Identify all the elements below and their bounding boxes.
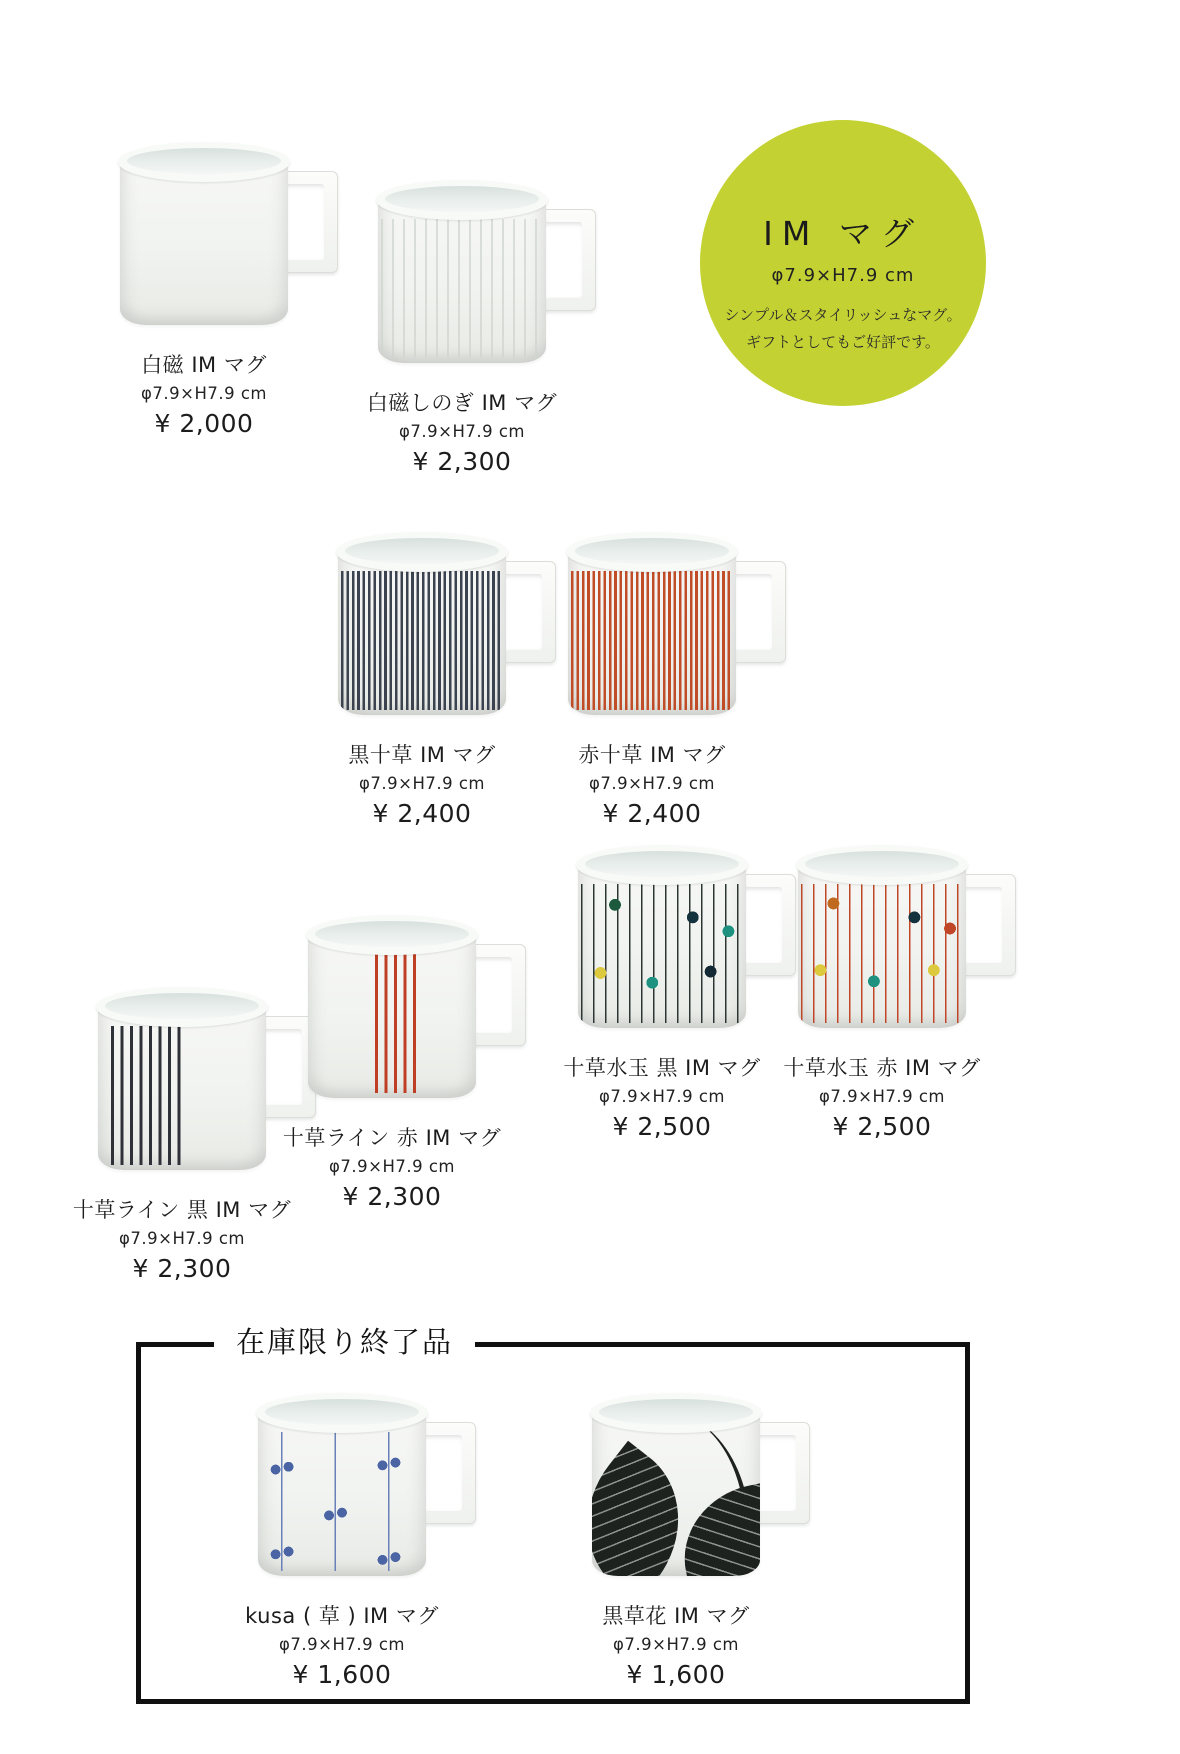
product-price: ¥ 2,400 [372,799,472,828]
product-name: kusa ( 草 ) IM マグ [245,1604,439,1628]
product-size: φ7.9×H7.9 cm [279,1635,405,1654]
mug-pattern [261,1432,423,1571]
mug-rim [796,845,968,885]
product-name: 黒十草 IM マグ [348,743,496,767]
product-price: ¥ 2,500 [612,1112,712,1141]
promo-description-line2: ギフトとしてもご好評です。 [746,333,940,351]
product-price: ¥ 2,300 [412,447,512,476]
clearance-section-title: 在庫限り終了品 [214,1320,475,1361]
product-card-hakuji [120,155,288,438]
product-price: ¥ 2,000 [154,409,254,438]
product-card-line-aka [282,928,502,1211]
product-price: ¥ 1,600 [292,1660,392,1689]
mug-rim [576,845,748,885]
product-card-hakuji-shinogi [366,193,558,476]
product-name: 十草水玉 赤 IM マグ [783,1056,981,1080]
product-size: φ7.9×H7.9 cm [819,1087,945,1106]
mug-pattern [341,571,503,710]
product-label [172,1603,512,1690]
product-name: 十草ライン 黒 IM マグ [72,1198,292,1222]
product-name: 赤十草 IM マグ [578,743,726,767]
promo-size: φ7.9×H7.9 cm [771,265,915,286]
product-photo-mug [798,858,966,1028]
product-name: 十草ライン 赤 IM マグ [282,1126,502,1150]
product-price: ¥ 1,600 [626,1660,726,1689]
product-photo-mug [308,928,476,1098]
product-name: 白磁 IM マグ [141,353,267,377]
product-label [292,390,632,477]
product-label [12,1197,352,1284]
mug-rim [118,142,290,182]
mug-pattern [381,219,543,358]
mug-rim [306,915,478,955]
product-size: φ7.9×H7.9 cm [399,422,525,441]
mug-rim [336,532,508,572]
product-size: φ7.9×H7.9 cm [359,774,485,793]
product-size: φ7.9×H7.9 cm [141,384,267,403]
product-size: φ7.9×H7.9 cm [119,1229,245,1248]
product-label [482,742,822,829]
mug-pattern [801,884,963,1023]
mug-pattern [571,571,733,710]
product-card-kusa [245,1406,439,1689]
mug-rim [566,532,738,572]
product-size: φ7.9×H7.9 cm [329,1157,455,1176]
mug-pattern [581,884,743,1023]
promo-description [700,302,986,356]
product-name: 黒草花 IM マグ [602,1604,750,1628]
product-price: ¥ 2,300 [132,1254,232,1283]
mug-rim [256,1393,428,1433]
mug-rim [590,1393,762,1433]
product-photo-mug [120,155,288,325]
product-card-mizutama-kuro [563,858,761,1141]
product-price: ¥ 2,500 [832,1112,932,1141]
product-photo-mug [592,1406,760,1576]
promo-badge [700,120,986,406]
product-price: ¥ 2,300 [342,1182,442,1211]
mug-pattern [375,954,422,1093]
product-photo-mug [98,1000,266,1170]
mug-pattern [123,181,285,320]
product-photo-mug [378,193,546,363]
product-size: φ7.9×H7.9 cm [599,1087,725,1106]
product-photo-mug [578,858,746,1028]
product-size: φ7.9×H7.9 cm [613,1635,739,1654]
product-photo-mug [258,1406,426,1576]
mug-pattern [595,1432,757,1571]
product-label [712,1055,1052,1142]
mug-pattern [111,1026,182,1165]
product-photo-mug [338,545,506,715]
mug-rim [376,180,548,220]
product-card-akatokusa [568,545,736,828]
product-name: 白磁しのぎ IM マグ [366,391,558,415]
promo-title: IM マグ [763,214,923,253]
mug-rim [96,987,268,1027]
product-card-kurotokusa [338,545,506,828]
product-card-line-kuro [72,1000,292,1283]
product-card-kurokusabana [592,1406,760,1689]
product-label [506,1603,846,1690]
product-price: ¥ 2,400 [602,799,702,828]
product-card-mizutama-aka [783,858,981,1141]
product-name: 十草水玉 黒 IM マグ [563,1056,761,1080]
product-size: φ7.9×H7.9 cm [589,774,715,793]
product-photo-mug [568,545,736,715]
promo-description-line1: シンプル＆スタイリッシュなマグ。 [724,306,962,324]
